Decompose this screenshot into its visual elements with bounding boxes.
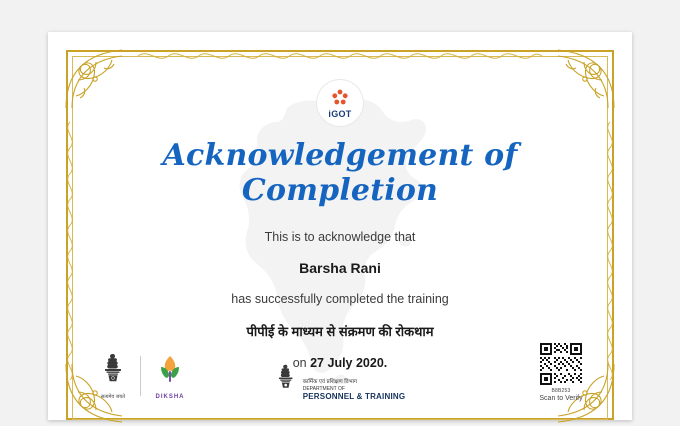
left-border-motif bbox=[62, 122, 78, 380]
igot-flower-icon bbox=[330, 88, 350, 108]
igot-logo-text: iGOT bbox=[328, 108, 352, 119]
certificate-sheet bbox=[48, 32, 632, 420]
dopt-hindi-line: कार्मिक एवं प्रशिक्षण विभाग bbox=[302, 378, 358, 385]
dopt-english-line1: DEPARTMENT OF bbox=[302, 385, 345, 392]
footer-left-logos bbox=[100, 352, 185, 401]
india-state-emblem bbox=[100, 352, 126, 401]
dopt-english-line2: PERSONNEL & TRAINING bbox=[302, 392, 406, 401]
diksha-label: DIKSHA bbox=[155, 394, 185, 400]
qr-code-id: B8B253 bbox=[551, 388, 571, 394]
dopt-emblem-icon bbox=[275, 363, 297, 402]
igot-logo bbox=[317, 80, 363, 126]
completion-date: 27 July 2020. bbox=[310, 356, 388, 370]
emblem-caption: सत्यमेव जयते bbox=[100, 393, 126, 400]
dopt-logo-group bbox=[275, 363, 406, 402]
qr-code-image bbox=[538, 341, 584, 387]
certificate-footer bbox=[92, 338, 588, 408]
right-border-motif bbox=[602, 122, 618, 380]
certificate-content bbox=[88, 80, 592, 370]
certificate-title: Acknowledgement of Completion bbox=[162, 138, 518, 208]
recipient-name: Barsha Rani bbox=[299, 260, 381, 276]
verification-qr[interactable] bbox=[538, 341, 584, 402]
completion-line: has successfully completed the training bbox=[231, 292, 449, 306]
date-prefix: on bbox=[292, 356, 307, 370]
qr-caption: Scan to Verify bbox=[539, 395, 583, 402]
top-border-motif bbox=[138, 48, 542, 64]
course-name: पीपीई के माध्यम से संक्रमण की रोकथाम bbox=[246, 324, 434, 339]
diksha-logo bbox=[155, 353, 185, 400]
dopt-text-block bbox=[303, 379, 406, 402]
intro-line: This is to acknowledge that bbox=[264, 230, 416, 244]
footer-divider bbox=[140, 356, 141, 396]
